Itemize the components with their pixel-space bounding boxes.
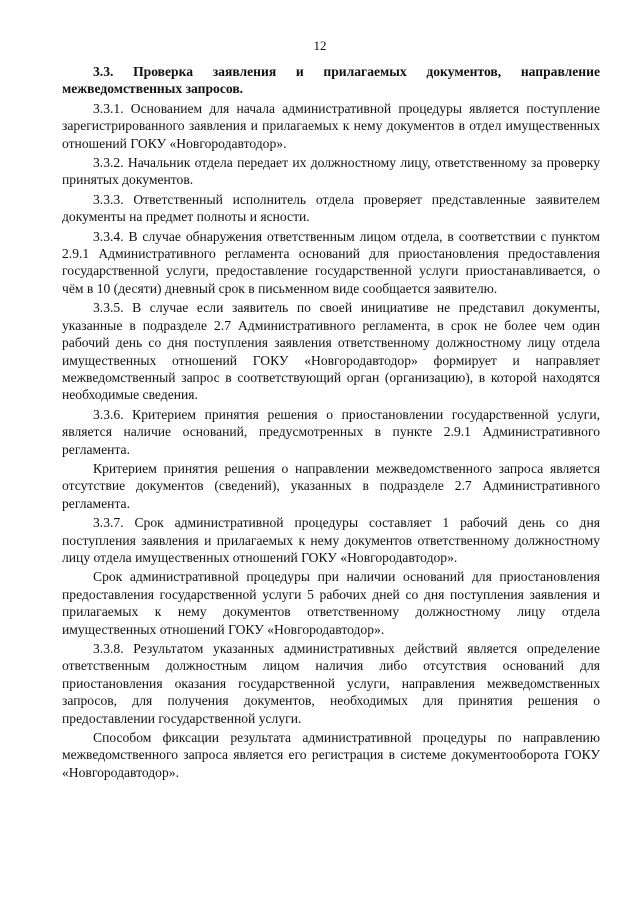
paragraph-3-3-3: 3.3.3. Ответственный исполнитель отдела проверяет представленные заявителем документы на предмет полноты и ясности. [62,191,600,225]
page-number: 12 [313,38,327,53]
paragraph-3-3-1: 3.3.1. Основанием для начала административной процедуры является поступление зарегистрированного заявления и прилагаемых к нему документов в отдел имущественных отношений ГОКУ «Новгородавтодор». [62,100,600,151]
document-body [62,63,600,781]
paragraph-3-3-6-criterion: Критерием принятия решения о направлении межведомственного запроса является отсутствие документов (сведений), указанных в подразделе 2.7 Административного регламента. [62,460,600,511]
paragraph-3-3-7: 3.3.7. Срок административной процедуры составляет 1 рабочий день со дня поступления заявления и прилагаемых к нему документов ответственному должностному лицу отдела имущественных отношений ГОКУ «Новгородавтодор». [62,515,600,565]
paragraph-3-3-7-term: Срок административной процедуры при наличии оснований для приостановления предоставления государственной услуги 5 рабочих дней со дня поступления заявления и прилагаемых к нему документов ответственному должностному лицу отдела имущественных отношений ГОКУ «Новгородавтодор». [62,569,600,637]
paragraph-3-3-8: 3.3.8. Результатом указанных административных действий является определение ответственным должностным лицом наличия либо отсутствия оснований для приостановления оказания государственной услуги, направления межведомственных запросов, для получения документов, необходимых для принятия решения о предоставлении государственной услуги. [62,641,600,726]
paragraph-3-3-5: 3.3.5. В случае если заявитель по своей инициативе не представил документы, указанные в подразделе 2.7 Административного регламента, в срок не более чем один рабочий день со дня поступления заявления ответственному должностному лицу отдела имущественных отношений ГОКУ «Новгородавтодор» формирует и направляет межведомственный запрос в соответствующий орган (организацию), в которой находятся необходимые сведения. [62,300,600,403]
paragraph-3-3-8-fixation: Способом фиксации результата административной процедуры по направлению межведомственного запроса является его регистрация в системе документооборота ГОКУ «Новгородавтодор». [62,730,600,780]
section-heading: 3.3. Проверка заявления и прилагаемых документов, направление межведомственных запросов. [62,64,600,97]
paragraph-3-3-2: 3.3.2. Начальник отдела передает их должностному лицу, ответственному за проверку принятых документов. [62,155,600,188]
paragraph-3-3-4: 3.3.4. В случае обнаружения ответственным лицом отдела, в соответствии с пунктом 2.9.1 Административного регламента оснований для приостановления предоставления государственной услуги, предоставление государственной услуги приостанавливается, о чём в 10 (десяти) дневный срок в письменном виде сообщается заявителю. [62,228,600,296]
paragraph-3-3-6: 3.3.6. Критерием принятия решения о приостановлении государственной услуги, является наличие оснований, предусмотренных в пункте 2.9.1 Административного регламента. [62,406,600,457]
